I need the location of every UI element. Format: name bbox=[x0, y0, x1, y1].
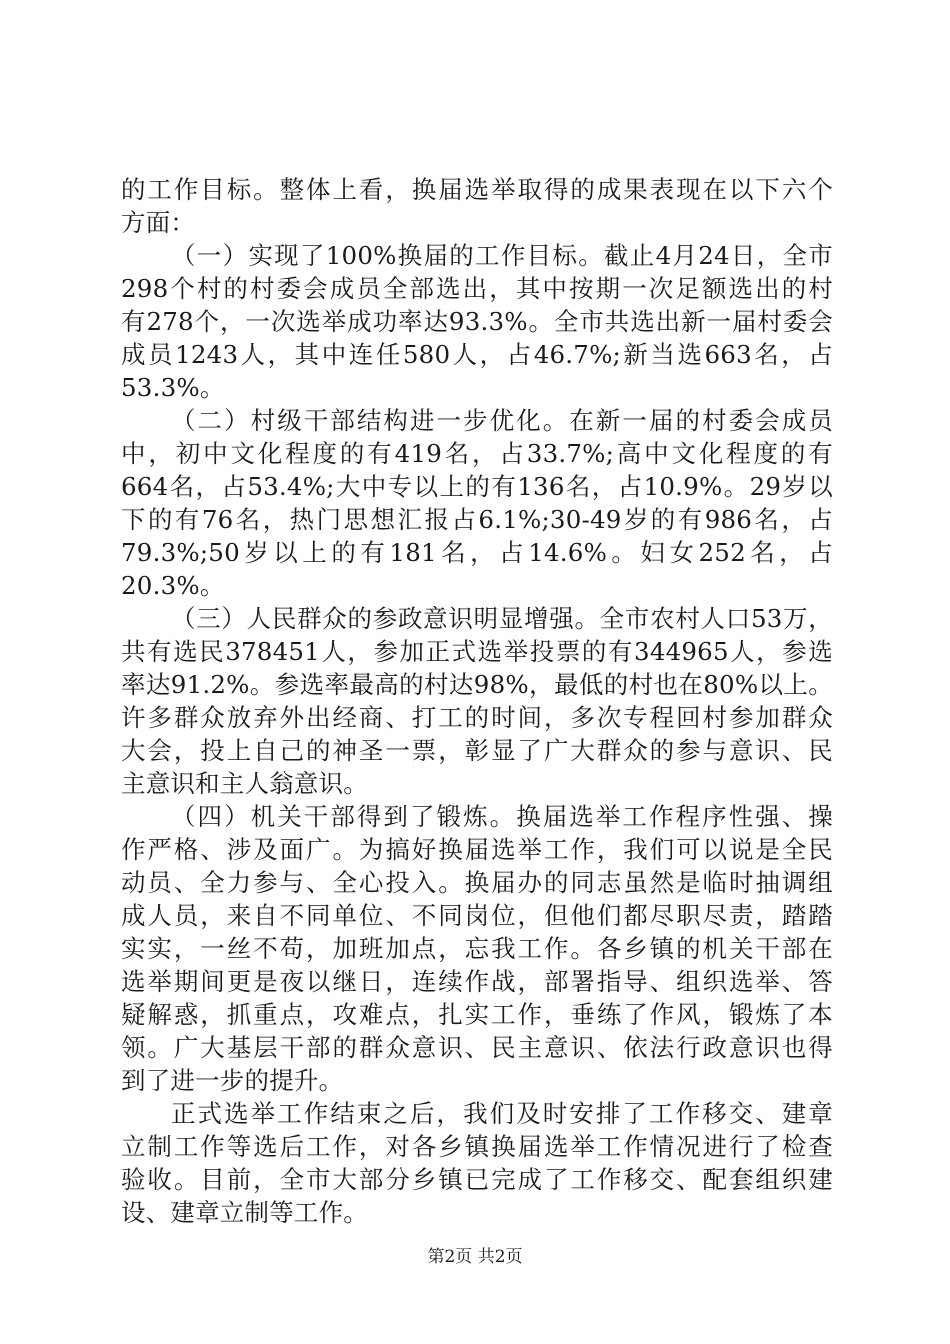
paragraph-line: 许多群众放弃外出经商、打工的时间，多次专程回村参加群众 bbox=[121, 703, 833, 732]
paragraph-line: 中，初中文化程度的有419名，占33.7%;高中文化程度的有 bbox=[121, 439, 833, 468]
paragraph-line: （二）村级干部结构进一步优化。在新一届的村委会成员 bbox=[171, 406, 833, 435]
paragraph-line: 成人员，来自不同单位、不同岗位，但他们都尽职尽责，踏踏 bbox=[121, 901, 833, 930]
paragraph-line: 实实，一丝不苟，加班加点，忘我工作。各乡镇的机关干部在 bbox=[121, 934, 833, 963]
paragraph-line: 验收。目前，全市大部分乡镇已完成了工作移交、配套组织建 bbox=[121, 1165, 833, 1194]
paragraph-line: 作严格、涉及面广。为搞好换届选举工作，我们可以说是全民 bbox=[121, 835, 833, 864]
paragraph-line: 大会，投上自己的神圣一票，彰显了广大群众的参与意识、民 bbox=[121, 736, 833, 765]
document-body bbox=[121, 173, 833, 1229]
paragraph-line: 664名，占53.4%;大中专以上的有136名，占10.9%。29岁以 bbox=[121, 472, 833, 501]
paragraph-line: 79.3%;50岁以上的有181名，占14.6%。妇女252名，占 bbox=[121, 538, 833, 567]
paragraph-line: 选举期间更是夜以继日，连续作战，部署指导、组织选举、答 bbox=[121, 967, 833, 996]
paragraph-line: 的工作目标。整体上看，换届选举取得的成果表现在以下六个 bbox=[121, 175, 833, 204]
paragraph-line: 率达91.2%。参选率最高的村达98%，最低的村也在80%以上。 bbox=[121, 670, 833, 699]
paragraph-line: 正式选举工作结束之后，我们及时安排了工作移交、建章 bbox=[171, 1099, 833, 1128]
paragraph-line: 共有选民378451人，参加正式选举投票的有344965人，参选 bbox=[121, 637, 833, 666]
paragraph-line: 下的有76名，热门思想汇报占6.1%;30-49岁的有986名，占 bbox=[121, 505, 833, 534]
paragraph-line: （三）人民群众的参政意识明显增强。全市农村人口53万， bbox=[171, 604, 833, 633]
paragraph-line: 成员1243人，其中连任580人，占46.7%;新当选663名，占 bbox=[121, 340, 833, 369]
paragraph-line: 主意识和主人翁意识。 bbox=[121, 769, 368, 798]
paragraph-line: 到了进一步的提升。 bbox=[121, 1066, 344, 1095]
paragraph-line: 设、建章立制等工作。 bbox=[121, 1198, 368, 1227]
paragraph-line: 298个村的村委会成员全部选出，其中按期一次足额选出的村 bbox=[121, 274, 833, 303]
page-number-label: 第2页 共2页 bbox=[427, 1247, 523, 1267]
paragraph-line: 方面： bbox=[121, 208, 196, 237]
paragraph-line: 53.3%。 bbox=[121, 373, 225, 402]
paragraph-line: （四）机关干部得到了锻炼。换届选举工作程序性强、操 bbox=[171, 802, 833, 831]
paragraph-line: 立制工作等选后工作，对各乡镇换届选举工作情况进行了检查 bbox=[121, 1132, 833, 1161]
paragraph-line: 领。广大基层干部的群众意识、民主意识、依法行政意识也得 bbox=[121, 1033, 833, 1062]
page-footer bbox=[0, 1242, 950, 1267]
paragraph-line: （一）实现了100%换届的工作目标。截止4月24日，全市 bbox=[171, 241, 833, 270]
paragraph-line: 20.3%。 bbox=[121, 571, 225, 600]
paragraph-line: 疑解惑，抓重点，攻难点，扎实工作，垂练了作风，锻炼了本 bbox=[121, 1000, 833, 1029]
paragraph-line: 动员、全力参与、全心投入。换届办的同志虽然是临时抽调组 bbox=[121, 868, 833, 897]
paragraph-line: 有278个，一次选举成功率达93.3%。全市共选出新一届村委会 bbox=[121, 307, 833, 336]
